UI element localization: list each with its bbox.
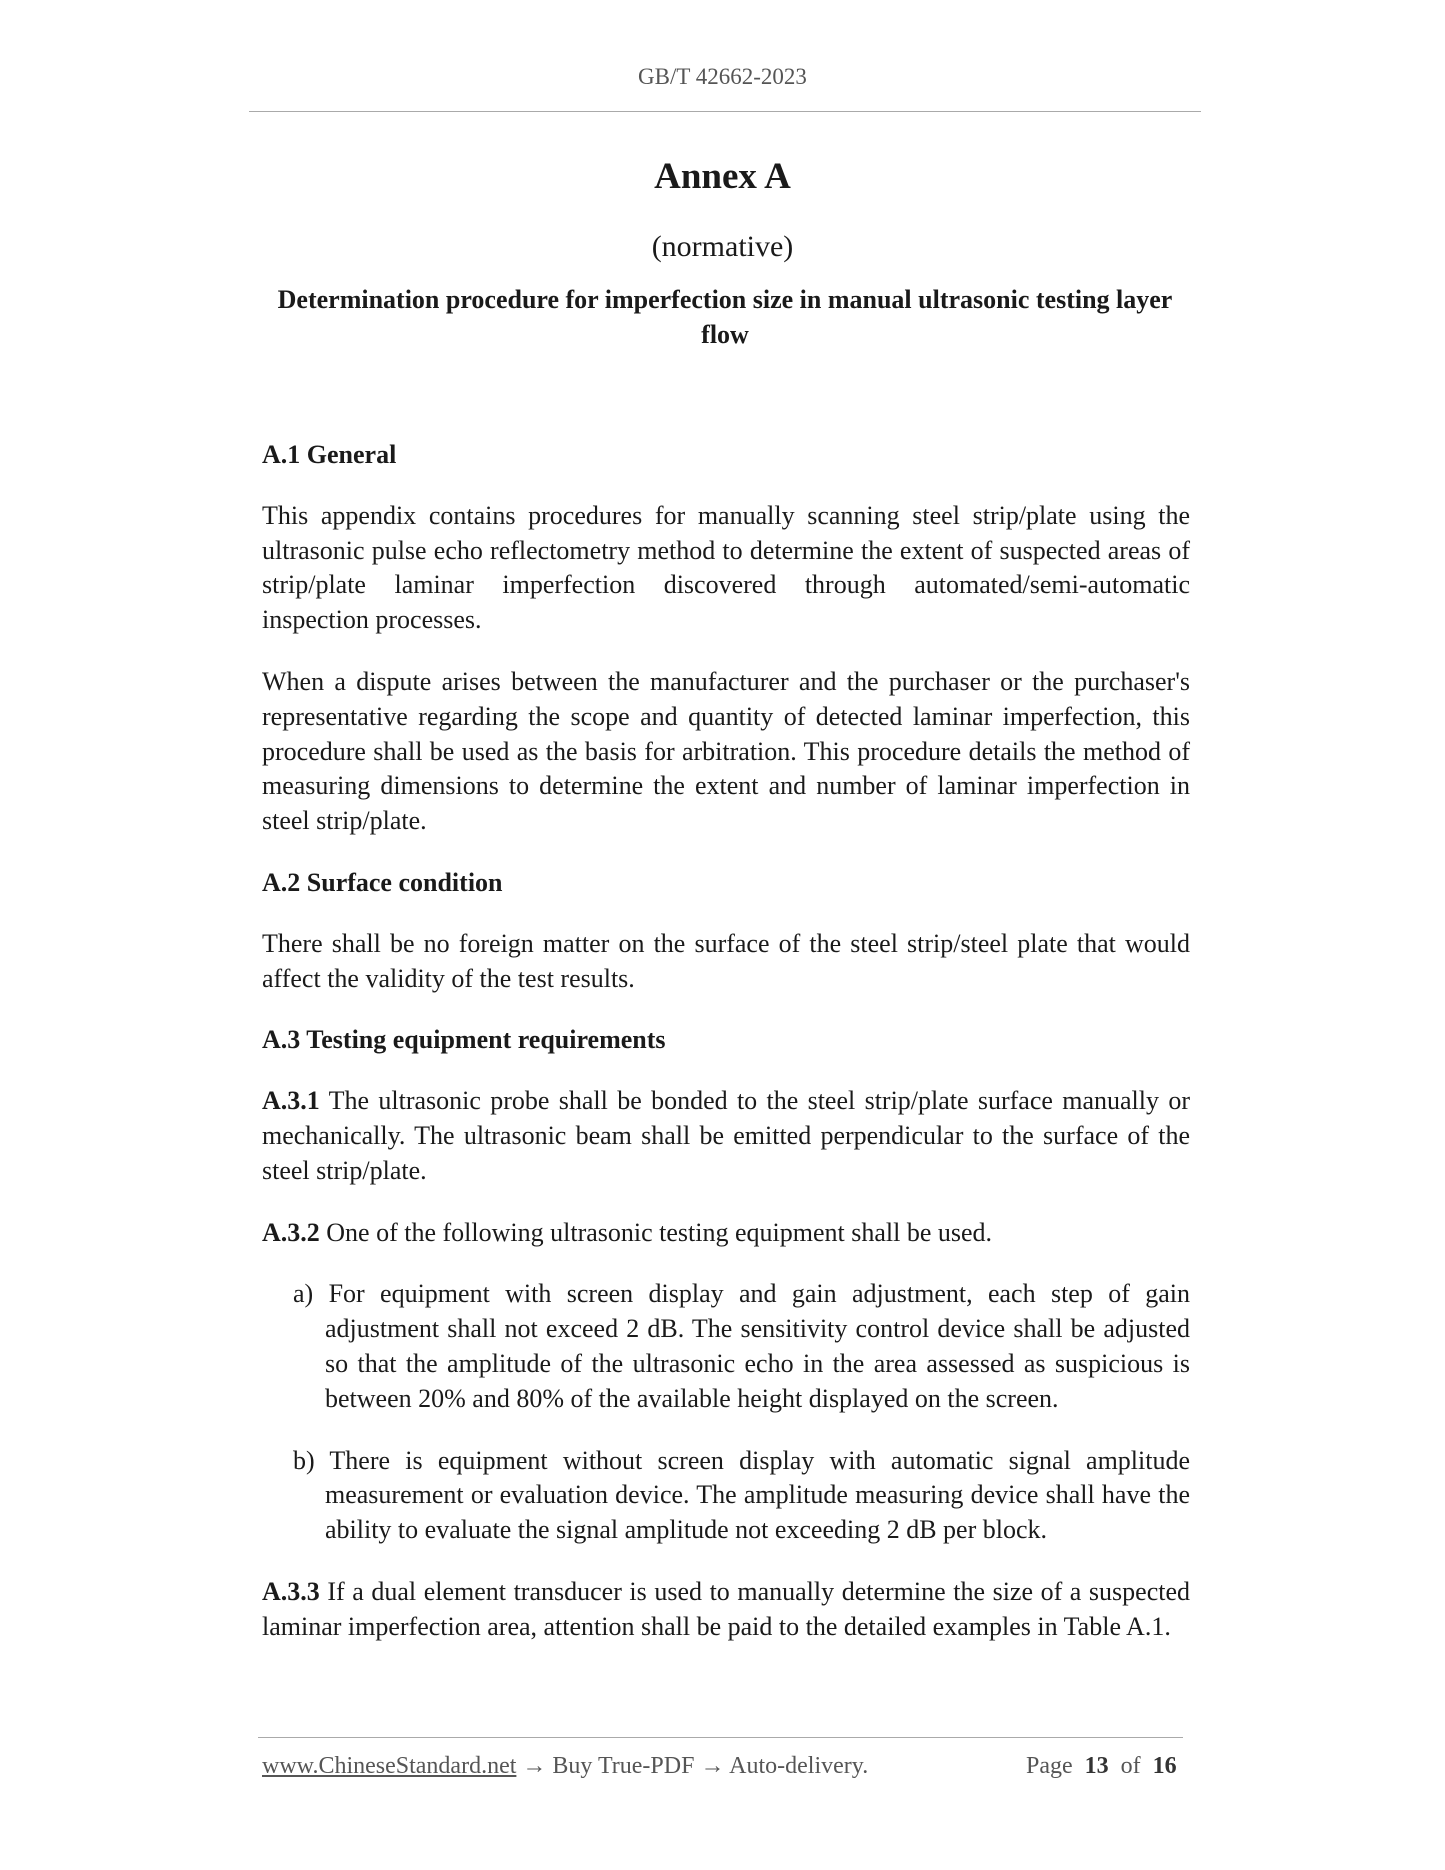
clause-number: A.3.2 [262,1217,320,1247]
page-total: 16 [1152,1753,1177,1779]
footer-promo [262,1753,868,1780]
section-heading-a2: A.2 Surface condition [262,867,503,897]
clause-number: A.3.3 [262,1576,320,1606]
paragraph: There shall be no foreign matter on the surface of the steel strip/steel plate that would affect the validity of the test results. [262,928,1190,993]
footer-divider [258,1737,1183,1738]
clause-number: A.3.1 [262,1086,320,1116]
paragraph: This appendix contains procedures for manually scanning steel strip/plate using the ultrasonic pulse echo reflectometry method to determine the extent of suspected areas of strip/plate laminar imperfection discovered through automated/semi-automatic inspection processes. [262,500,1190,635]
page-number [1026,1753,1177,1780]
website-link[interactable]: www.ChineseStandard.net [262,1753,517,1779]
paragraph: When a dispute arises between the manufacturer and the purchaser or the purchaser's representative regarding the scope and quantity of detected laminar imperfection, this procedure shall be used as the basis for arbitration. This procedure details the method of measuring dimensions to determine the extent and number of laminar imperfection in steel strip/plate. [262,666,1190,836]
annex-status: (normative) [651,230,794,263]
clause-a3-1 [262,1084,1190,1188]
clause-text: One of the following ultrasonic testing equipment shall be used. [319,1217,993,1247]
page-of: of [1120,1753,1141,1779]
section-heading-a3: A.3 Testing equipment requirements [262,1025,666,1055]
arrow-right-icon: → [694,1753,730,1779]
clause-a3-3 [262,1575,1190,1645]
section-heading-a1: A.1 General [262,440,397,469]
page-label: Page [1026,1753,1073,1779]
arrow-right-icon: → [516,1753,553,1779]
list-item-b: b) There is equipment without screen display with automatic signal amplitude measurement or evaluation device. The amplitude measuring device shall have the ability to evaluate the signal amplitude not exceeding 2 dB per block. [293,1445,1190,1545]
annex-subtitle: Determination procedure for imperfection size in manual ultrasonic testing layer flow [277,285,1173,349]
page-header: GB/T 42662-2023 [638,64,807,89]
header-divider [249,111,1201,112]
clause-a3-2 [262,1216,1190,1251]
document-body [262,438,1190,1672]
annex-title: Annex A [654,156,791,197]
clause-text: The ultrasonic probe shall be bonded to the steel strip/plate surface manually or mechanically. The ultrasonic beam shall be emitted perpendicular to the surface of the steel strip/plate. [262,1086,1190,1185]
list-item-a: a) For equipment with screen display and gain adjustment, each step of gain adjustment shall not exceed 2 dB. The sensitivity control device shall be adjusted so that the amplitude of the ultrasonic echo in the area assessed as suspicious is between 20% and 80% of the available height displayed on the screen. [293,1279,1190,1413]
buy-pdf-text: Buy True-PDF [552,1753,695,1779]
clause-text: If a dual element transducer is used to manually determine the size of a suspected laminar imperfection area, attention shall be paid to the detailed examples in Table A.1. [262,1576,1190,1641]
delivery-text: Auto-delivery. [729,1753,869,1779]
page-current: 13 [1084,1753,1109,1779]
